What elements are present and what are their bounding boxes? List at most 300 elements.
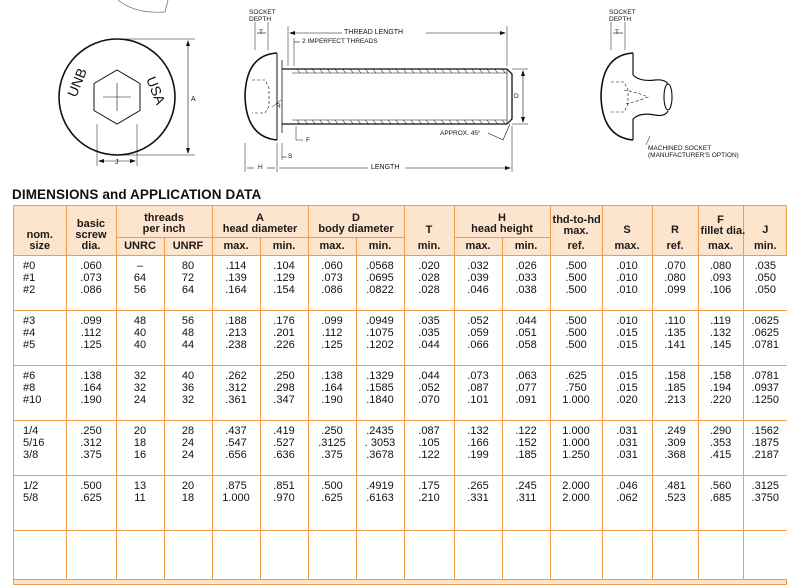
subheader-t-min: min. [404,238,454,256]
cell-value: 24 [133,394,147,407]
subheader-h-min: min. [502,238,550,256]
table-cell-empty [502,531,550,580]
table-cell [116,366,164,421]
cell-value: .500 [80,480,102,492]
table-cell [743,421,787,476]
cell-value: 56 [133,284,147,297]
cropped-sketch [118,0,168,12]
cell-value: 56 [181,315,195,327]
table-cell [502,311,550,366]
cell-value: .419 [273,425,295,437]
cell-value: .152 [515,437,537,450]
cell-value: .101 [467,394,489,407]
cell-value: – [136,260,144,272]
cell-value: .058 [515,339,537,352]
table-cell [308,311,356,366]
table-cell [404,256,454,311]
cell-value: .527 [273,437,295,450]
table-cell [454,366,502,421]
cell-value: .0822 [366,284,394,297]
cell-value: .875 [225,480,247,492]
cell-value: .158 [664,370,686,382]
cell-value: .110 [664,315,686,327]
cell-value: .1840 [366,394,394,407]
table-cell [164,311,212,366]
cell-value: .086 [321,284,343,297]
cell-value: .262 [225,370,247,382]
table-cell [356,476,404,531]
cell-value: .210 [418,492,440,505]
table-cell [652,421,698,476]
cell-value: .114 [225,260,247,272]
cell-value: .015 [616,327,638,340]
table-cell [212,421,260,476]
table-cell [652,476,698,531]
cell-value: .0781 [751,339,780,352]
table-row-empty [14,531,787,580]
label-d-dim: D [514,93,519,100]
subheader-d-min: min. [356,238,404,256]
cell-value: .500 [565,260,587,272]
table-cell [743,256,787,311]
table-cell-empty [602,531,652,580]
cell-value: 2.000 [562,480,590,492]
table-cell [356,421,404,476]
cell-value: .437 [225,425,247,437]
cell-value: .213 [664,394,686,407]
table-cell [502,476,550,531]
cell-value: .2435 [366,425,394,437]
cell-value: 18 [181,492,195,505]
cell-value: 44 [181,339,195,352]
table-cell-empty [66,531,116,580]
cell-value: .176 [273,315,295,327]
table-cell [14,366,66,421]
label-h-dim: H [258,164,263,171]
subheader-h-max: max. [454,238,502,256]
header-nom-size: nom. size [14,206,66,256]
cell-value: .020 [418,260,440,272]
cell-value: 32 [181,394,195,407]
cell-value: .309 [664,437,686,450]
cell-value: 1.000 [562,394,590,407]
cell-value: .046 [616,480,638,492]
cell-value: .044 [515,315,537,327]
cell-value: 40 [133,339,147,352]
cell-value: #1 [23,272,36,285]
cell-value: .125 [80,339,102,352]
table-cell [404,476,454,531]
table-cell [743,476,787,531]
cell-value: .070 [664,260,686,272]
table-row-group [14,476,787,531]
subheader-thd-ref: ref. [550,238,602,256]
table-cell [743,366,787,421]
cell-value: .0625 [751,315,780,327]
cell-value: .010 [616,315,638,327]
cell-value: .851 [273,480,295,492]
cell-value: .158 [709,370,732,382]
table-cell [454,311,502,366]
table-row-group [14,256,787,311]
cell-value: 1.250 [562,449,590,462]
table-cell-empty [260,531,308,580]
cell-value: .164 [80,382,102,395]
screw-side-view [245,22,528,172]
cell-value: #6 [23,370,36,382]
cell-value: .015 [616,370,638,382]
table-cell [260,366,308,421]
subheader-a-max: max. [212,238,260,256]
cell-value: .035 [754,260,776,272]
table-cell [652,366,698,421]
cell-value: 13 [133,480,147,492]
cell-value: .199 [467,449,489,462]
cell-value: 36 [181,382,195,395]
cell-value: .010 [616,272,638,285]
cell-value: .050 [754,272,776,285]
cell-value: .500 [565,272,587,285]
table-cell [164,421,212,476]
cell-value: 40 [181,370,195,382]
cell-value: .052 [467,315,489,327]
table-cell [14,476,66,531]
cell-value: 64 [181,284,195,297]
cell-value: #3 [23,315,36,327]
table-cell [502,256,550,311]
cell-value: 1.000 [562,437,590,450]
header-s: S [602,206,652,238]
cell-value: .190 [80,394,102,407]
table-cell-empty [308,531,356,580]
cell-value: .500 [565,327,587,340]
cell-value: .032 [467,260,489,272]
cell-value: .035 [418,327,440,340]
cell-value: .028 [418,284,440,297]
cell-value: .059 [467,327,489,340]
cell-value: .194 [709,382,732,395]
cell-value: .105 [418,437,440,450]
cell-value: 80 [181,260,195,272]
table-cell [698,476,743,531]
cell-value: .060 [321,260,343,272]
cell-value: .039 [467,272,489,285]
label-machined-socket: MACHINED SOCKET [648,145,712,152]
table-cell [550,476,602,531]
header-basic-dia: basic screw dia. [66,206,116,256]
cell-value: .415 [709,449,732,462]
table-cell [550,366,602,421]
table-cell [602,311,652,366]
cell-value: .547 [225,437,247,450]
label-r-dim: R [276,103,281,110]
cell-value: .238 [225,339,247,352]
label-length: LENGTH [371,164,400,171]
cell-value: .164 [321,382,343,395]
label-s-dim: S [288,153,293,160]
cell-value: .0568 [366,260,394,272]
table-cell [698,421,743,476]
table-cell [308,421,356,476]
cell-value: .132 [467,425,489,437]
label-thread-length: THREAD LENGTH [344,29,404,36]
cell-value: .625 [565,370,587,382]
cell-value: .226 [273,339,295,352]
cell-value: .636 [273,449,295,462]
cell-value: 32 [133,382,147,395]
cell-value: 1/2 [23,480,39,492]
table-row-group [14,421,787,476]
cell-value: #5 [23,339,36,352]
cell-value: 2.000 [562,492,590,505]
table-cell [66,421,116,476]
cell-value: .312 [225,382,247,395]
label-approx-angle: APPROX. 45° [440,130,481,137]
table-cell-empty [454,531,502,580]
cell-value: .139 [225,272,247,285]
cell-value: .080 [664,272,686,285]
label-a-dim: A [191,96,196,103]
table-cell [652,256,698,311]
cell-value: .015 [616,339,638,352]
table-cell [308,366,356,421]
header-r: R [652,206,698,238]
subheader-unrc: UNRC [116,238,164,256]
label-manufacturer-option: (MANUFACTURER'S OPTION) [648,152,739,159]
cell-value: .050 [754,284,776,297]
cell-value: .1075 [366,327,394,340]
table-cell [212,476,260,531]
table-cell [502,421,550,476]
cell-value: 24 [181,449,195,462]
cell-value: .201 [273,327,295,340]
cell-value: .970 [273,492,295,505]
table-cell [698,366,743,421]
cell-value: .290 [709,425,732,437]
cell-value: .3125 [751,480,780,492]
table-cell [260,311,308,366]
table-cell [66,476,116,531]
cell-value: .033 [515,272,537,285]
cell-value: .3750 [751,492,780,505]
cell-value: .166 [467,437,489,450]
cell-value: .500 [565,339,587,352]
cell-value: .087 [418,425,440,437]
header-t: T [404,206,454,238]
cell-value: .122 [418,449,440,462]
cell-value: .312 [80,437,102,450]
cell-value: 64 [133,272,147,285]
cell-value: .010 [616,284,638,297]
table-cell [356,256,404,311]
cell-value: .044 [418,339,440,352]
cell-value: .656 [225,449,247,462]
header-d: D body diameter [308,206,404,238]
table-cell [308,476,356,531]
table-cell [404,421,454,476]
cell-value: .145 [709,339,732,352]
cell-value: .164 [225,284,247,297]
cell-value: #2 [23,284,36,297]
section-title: DIMENSIONS and APPLICATION DATA [12,187,262,202]
table-row-group [14,366,787,421]
cell-value: .020 [616,394,638,407]
cell-value: .028 [418,272,440,285]
machined-socket-view [601,22,672,145]
cell-value: .0781 [751,370,780,382]
cell-value: .138 [321,370,343,382]
table-cell [260,256,308,311]
table-cell [404,366,454,421]
table-cell [212,366,260,421]
cell-value: .063 [515,370,537,382]
cell-value: .175 [418,480,440,492]
cell-value: .375 [321,449,343,462]
cell-value: .250 [321,425,343,437]
cell-value: .2187 [751,449,780,462]
cell-value: .265 [467,480,489,492]
cell-value: .375 [80,449,102,462]
cell-value: 18 [133,437,147,450]
cell-value: .051 [515,327,537,340]
cell-value: .685 [709,492,732,505]
cell-value: .1202 [366,339,394,352]
cell-value: .060 [80,260,102,272]
cell-value: 72 [181,272,195,285]
label-j-dim: J [115,159,119,166]
cell-value: .185 [515,449,537,462]
header-threads: threads per inch [116,206,212,238]
cell-value: .125 [321,339,343,352]
cell-value: .129 [273,272,295,285]
cell-value: .220 [709,394,732,407]
cell-value: .046 [467,284,489,297]
label-f-dim: F [306,137,310,144]
cell-value: .073 [80,272,102,285]
header-f: F fillet dia. [698,206,743,238]
cell-value: .035 [418,315,440,327]
table-cell [698,256,743,311]
label-socket-depth-right: SOCKET DEPTH [609,9,636,23]
cell-value: .154 [273,284,295,297]
head-marking-usa: USA [143,74,169,107]
cell-value: .625 [321,492,343,505]
cell-value: .523 [664,492,686,505]
table-cell [66,256,116,311]
cell-value: .031 [616,437,638,450]
table-cell [502,366,550,421]
subheader-a-min: min. [260,238,308,256]
cell-value: 28 [181,425,195,437]
table-cell-empty [698,531,743,580]
cell-value: 1.000 [562,425,590,437]
cell-value: .112 [80,327,102,340]
cell-value: .500 [321,480,343,492]
cell-value: #4 [23,327,36,340]
table-cell [550,421,602,476]
subheader-r-ref: ref. [652,238,698,256]
cell-value: .073 [467,370,489,382]
cell-value: .010 [616,260,638,272]
cell-value: .031 [616,449,638,462]
table-cell [698,311,743,366]
cell-value: .087 [467,382,489,395]
cell-value: .093 [709,272,732,285]
cell-value: .077 [515,382,537,395]
table-cell [260,476,308,531]
cell-value: . 3053 [364,437,396,450]
table-cell [454,421,502,476]
cell-value: .560 [709,480,732,492]
cell-value: .249 [664,425,686,437]
cell-value: .750 [565,382,587,395]
cell-value: #0 [23,260,36,272]
table-cell-empty [116,531,164,580]
table-cell-empty [212,531,260,580]
cell-value: .091 [515,394,537,407]
table-cell-empty [164,531,212,580]
cell-value: .347 [273,394,295,407]
label-t-dim: T [259,29,263,36]
table-cell-empty [404,531,454,580]
cell-value: 20 [181,480,195,492]
cell-value: .625 [80,492,102,505]
cell-value: .190 [321,394,343,407]
cell-value: .1562 [751,425,780,437]
cell-value: 48 [133,315,147,327]
label-t-dim-right: T [615,29,619,36]
head-top-view [59,39,195,166]
cell-value: .106 [709,284,732,297]
cell-value: 5/16 [23,437,45,450]
table-cell [356,311,404,366]
table-cell [308,256,356,311]
cell-value: #8 [23,382,36,395]
cell-value: 1/4 [23,425,39,437]
header-thd-to-hd: thd-to-hd max. [550,206,602,238]
cell-value: .112 [321,327,343,340]
cell-value: .099 [80,315,102,327]
cell-value: .044 [418,370,440,382]
head-marking-unb: UNB [63,65,90,100]
subheader-f-max: max. [698,238,743,256]
label-socket-depth: SOCKET DEPTH [249,9,276,23]
cell-value: .298 [273,382,295,395]
cell-value: .135 [664,327,686,340]
table-cell [14,256,66,311]
header-h: H head height [454,206,550,238]
table-cell [454,256,502,311]
table-cell [454,476,502,531]
header-a: A head diameter [212,206,308,238]
table-cell [164,366,212,421]
cell-value: .0625 [751,327,780,340]
table-cell [164,256,212,311]
table-body [14,256,787,580]
table-cell [14,311,66,366]
cell-value: 32 [133,370,147,382]
cell-value: #10 [23,394,42,407]
cell-value: .099 [321,315,343,327]
table-cell [116,311,164,366]
cell-value: 24 [181,437,195,450]
cell-value: .188 [225,315,247,327]
table-cell-empty [652,531,698,580]
table-cell [116,256,164,311]
table-cell [602,256,652,311]
cell-value: .015 [616,382,638,395]
cell-value: .481 [664,480,686,492]
